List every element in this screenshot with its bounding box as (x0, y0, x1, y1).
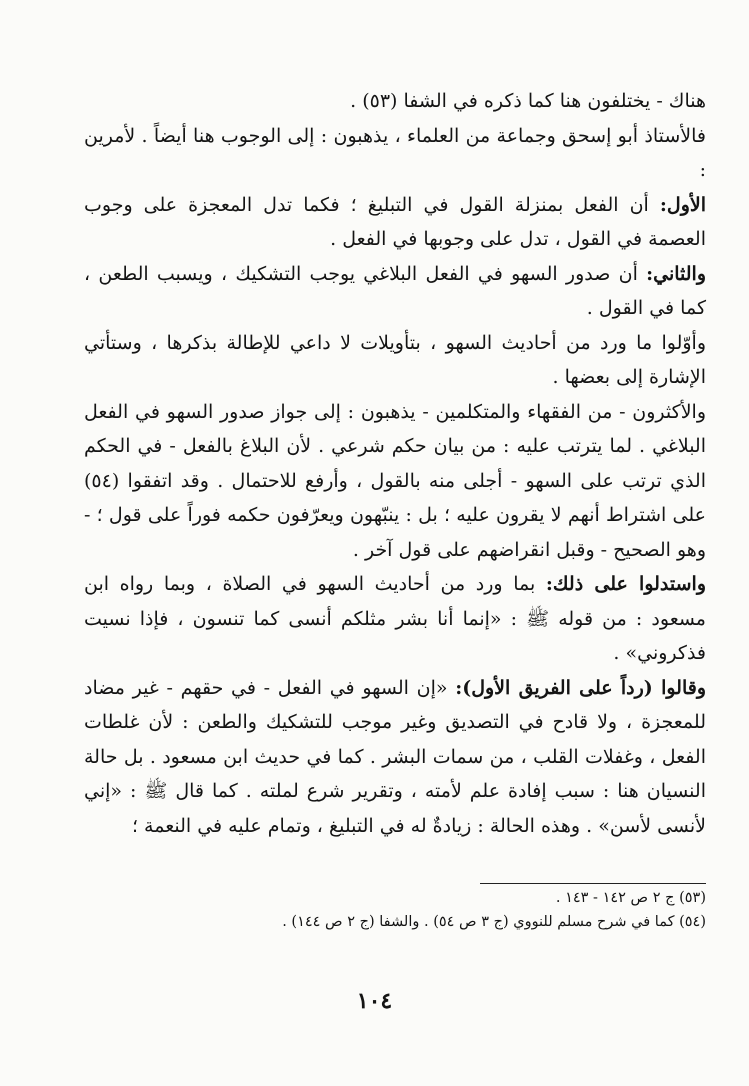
paragraph-text: بما ورد من أحاديث السهو في الصلاة ، وبما رواه ابن مسعود : من قوله ﷺ : «إنما أنا بشر مثلكم أنسى كما تنسون ، فإذا نسيت فذكروني» . (84, 573, 706, 664)
paragraph-lead: والثاني: (646, 262, 706, 285)
paragraph-text: والأكثرون - من الفقهاء والمتكلمين - يذهبون : إلى جواز صدور السهو في الفعل البلاغي . لما يترتب عليه : من بيان حكم شرعي . لأن البلاغ بالفعل - في الحكم الذي ترتب على السهو - أجلى منه بالقول ، وأرفع للاحتمال . وقد اتفقوا (٥٤) على اشتراط أنهم لا يقرون عليه ؛ بل : ينبّهون ويعرّفون حكمه فوراً على قول ؛ - وهو الصحيح - وقبل انقراضهم على قول آخر . (84, 400, 706, 561)
paragraph-1 (84, 84, 706, 119)
paragraph-text: فالأستاذ أبو إسحق وجماعة من العلماء ، يذهبون : إلى الوجوب هنا أيضاً . لأمرين : (84, 124, 706, 181)
paragraph-lead: وقالوا (رداً على الفريق الأول): (455, 676, 707, 699)
paragraph-4 (84, 257, 706, 326)
paragraph-text: أن الفعل بمنزلة القول في التبليغ ؛ فكما تدل المعجزة على وجوب العصمة في القول ، تدل على وجوبها في الفعل . (84, 193, 706, 250)
paragraph-lead: الأول: (659, 193, 706, 216)
footnote-divider (480, 883, 706, 884)
paragraph-text: أن صدور السهو في الفعل البلاغي يوجب التشكيك ، ويسبب الطعن ، كما في القول . (84, 262, 706, 319)
main-text (84, 84, 706, 843)
paragraph-5 (84, 326, 706, 395)
paragraph-text: وأوّلوا ما ورد من أحاديث السهو ، بتأويلات لا داعي للإطالة بذكرها ، وستأتي الإشارة إلى بعضها . (84, 331, 706, 388)
paragraph-text: هناك - يختلفون هنا كما ذكره في الشفا (٥٣) . (350, 90, 706, 112)
paragraph-6 (84, 395, 706, 568)
paragraph-7 (84, 567, 706, 671)
paragraph-8 (84, 671, 706, 844)
footnote-54: (٥٤) كما في شرح مسلم للنووي (ج ٣ ص ٥٤) . والشفا (ج ٢ ص ١٤٤) . (282, 914, 706, 930)
paragraph-3 (84, 188, 706, 257)
footnotes (120, 886, 706, 934)
page-number: ١٠٤ (356, 988, 393, 1014)
paragraph-text: «إن السهو في الفعل - في حقهم - غير مضاد للمعجزة ، ولا قادح في التصديق وغير موجب للتشكيك والطعن : لأن غلطات الفعل ، وغفلات القلب ، من سمات البشر . كما في حديث ابن مسعود . بل حالة النسيان هنا : سبب إفادة علم لأمته ، وتقرير شرع لملته . كما قال ﷺ : «إني لأنسى لأسن» . وهذه الحالة : زيادةٌ له في التبليغ ، وتمام عليه في النعمة ؛ (84, 676, 706, 837)
paragraph-2 (84, 119, 706, 188)
paragraph-lead: واستدلوا على ذلك: (545, 573, 707, 595)
footnote-53: (٥٣) ج ٢ ص ١٤٢ - ١٤٣ . (555, 890, 706, 906)
